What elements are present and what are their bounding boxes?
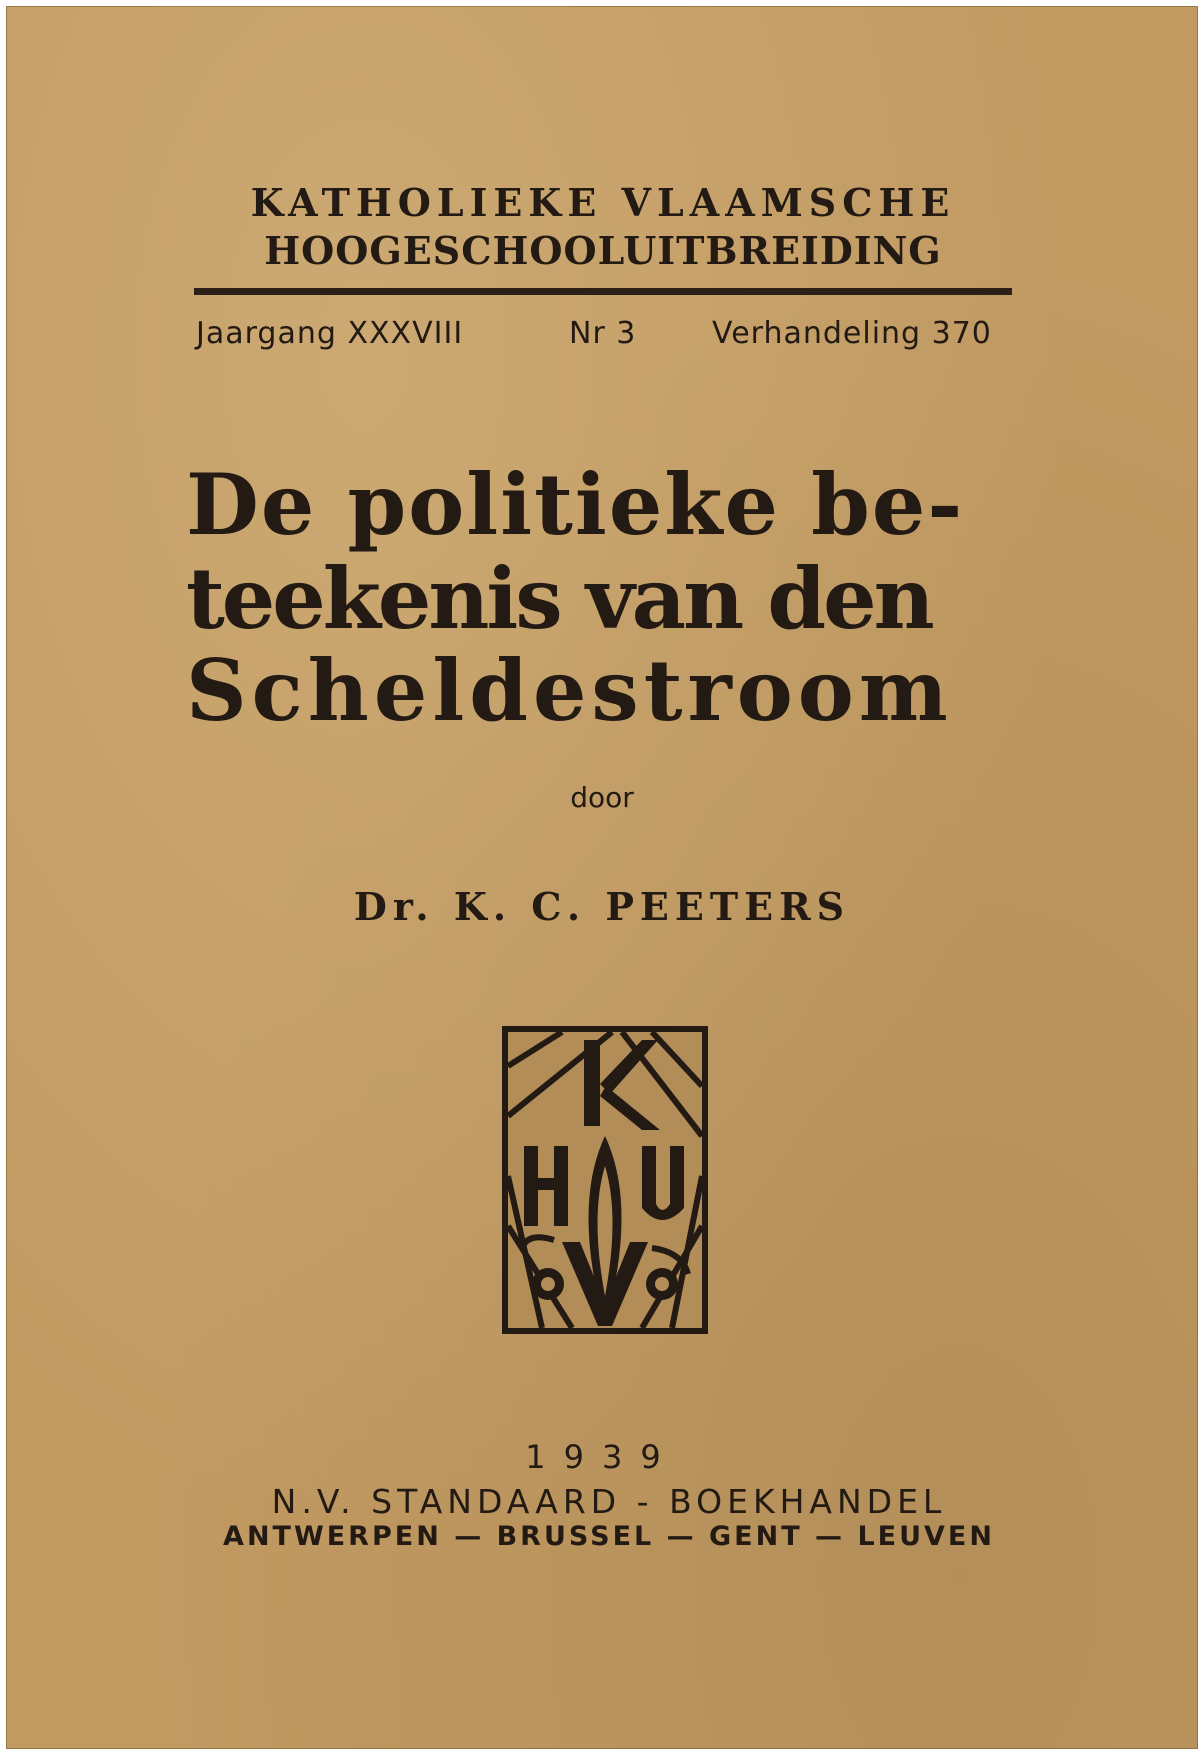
publisher-name: N.V. STANDAARD - BOEKHANDEL [271, 1482, 947, 1521]
publisher-cities: ANTWERPEN — BRUSSEL — GENT — LEUVEN [223, 1521, 995, 1552]
header-rule [194, 288, 1012, 295]
author-name: Dr. K. C. PEETERS [353, 884, 851, 929]
treatise-number: Verhandeling 370 [712, 316, 992, 351]
title-line1: De politieke be- [186, 455, 965, 554]
byline: door [570, 781, 634, 814]
volume-label: Jaargang XXXVIII [196, 316, 464, 351]
book-cover [6, 6, 1198, 1749]
series-name-line1: KATHOLIEKE VLAAMSCHE [250, 180, 956, 225]
title-line3: Scheldestroom [186, 641, 953, 740]
issue-number: Nr 3 [569, 316, 637, 351]
title-line2: teekenis van den [186, 549, 932, 648]
publication-year: 1939 [525, 1438, 679, 1476]
series-name-line2: HOOGESCHOOLUITBREIDING [264, 228, 942, 273]
kvhu-woodcut-emblem-icon [502, 1026, 708, 1334]
